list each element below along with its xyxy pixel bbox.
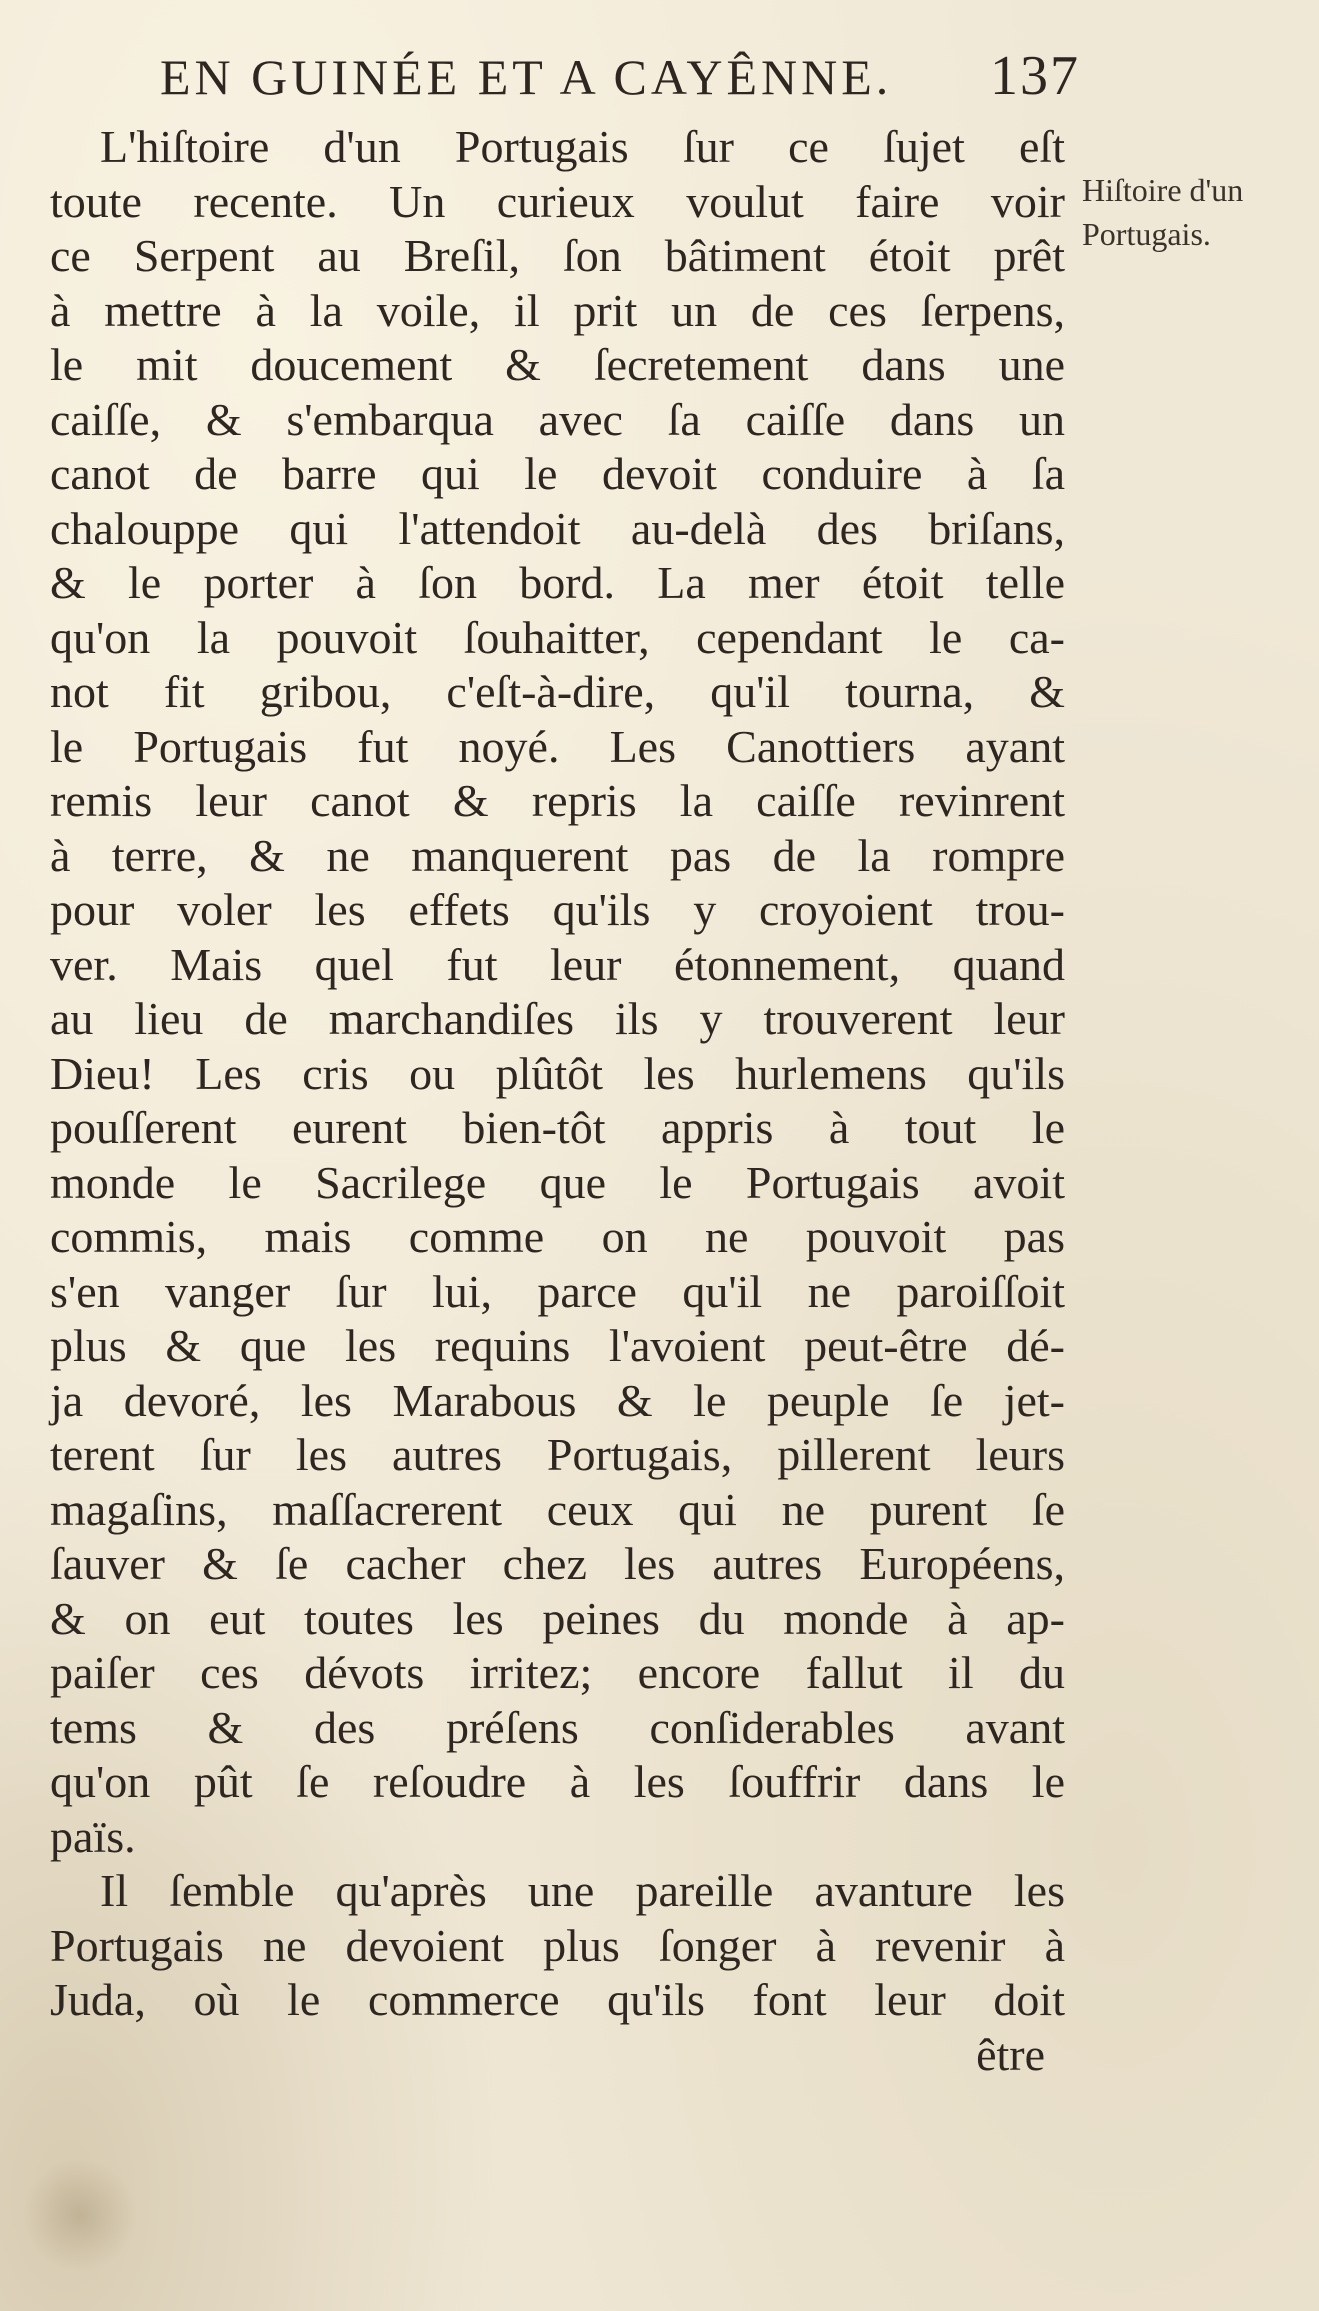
text-line: remis leur canot & repris la caiſſe revinrent xyxy=(50,775,1065,826)
text-line: paiſer ces dévots irritez; encore fallut il du xyxy=(50,1647,1065,1698)
text-line: commis, mais comme on ne pouvoit pas xyxy=(50,1211,1065,1262)
text-line: ce Serpent au Breſil, ſon bâtiment étoit prêt xyxy=(50,230,1065,281)
text-line: à mettre à la voile, il prit un de ces ſerpens, xyxy=(50,284,1065,336)
text-line: qu'on pût ſe reſoudre à les ſouffrir dans le xyxy=(50,1756,1065,1807)
text-line: le Portugais fut noyé. Les Canottiers ayant xyxy=(50,720,1065,772)
page-number: 137 xyxy=(990,45,1080,107)
text-line: not fit gribou, c'eſt-à-dire, qu'il tourna, & xyxy=(50,666,1065,717)
running-head xyxy=(160,40,1080,110)
text-line: qu'on la pouvoit ſouhaitter, cependant le ca- xyxy=(50,611,1065,663)
text-line: toute recente. Un curieux voulut faire voir xyxy=(50,175,1065,227)
text-line: pour voler les effets qu'ils y croyoient trou- xyxy=(50,884,1065,935)
text-line: magaſins, maſſacrerent ceux qui ne purent ſe xyxy=(50,1483,1065,1535)
text-line: Il ſemble qu'après une pareille avanture les xyxy=(100,1865,1065,1916)
text-line: plus & que les requins l'avoient peut-être dé- xyxy=(50,1320,1065,1371)
text-line: terent ſur les autres Portugais, pillerent leurs xyxy=(50,1429,1065,1480)
text-line: tems & des préſens conſiderables avant xyxy=(50,1701,1065,1753)
margin-note-line: Hiſtoire d'un xyxy=(1082,172,1244,208)
text-line: L'hiſtoire d'un Portugais ſur ce ſujet eſt xyxy=(100,121,1065,172)
text-line: Portugais ne devoient plus ſonger à revenir à xyxy=(50,1919,1065,1971)
text-line: pouſſerent eurent bien-tôt appris à tout le xyxy=(50,1102,1065,1153)
text-line: païs. xyxy=(50,1810,136,1862)
margin-note xyxy=(1082,168,1317,256)
margin-note-line: Portugais. xyxy=(1082,216,1211,252)
text-line: chalouppe qui l'attendoit au-delà des briſans, xyxy=(50,502,1065,554)
paper-stain xyxy=(20,2160,140,2270)
text-line: à terre, & ne manquerent pas de la rompre xyxy=(50,829,1065,881)
text-line: ja devoré, les Marabous & le peuple ſe jet- xyxy=(50,1374,1065,1426)
body-text xyxy=(50,120,1065,2082)
catchword: être xyxy=(976,2028,1045,2080)
text-line: ver. Mais quel fut leur étonnement, quand xyxy=(50,938,1065,990)
text-line: & on eut toutes les peines du monde à ap- xyxy=(50,1592,1065,1644)
text-line: au lieu de marchandiſes ils y trouverent leur xyxy=(50,993,1065,1044)
text-line: canot de barre qui le devoit conduire à ſa xyxy=(50,448,1065,499)
running-title: EN GUINÉE ET A CAYÊNNE. xyxy=(160,49,893,105)
text-line: caiſſe, & s'embarqua avec ſa caiſſe dans un xyxy=(50,393,1065,445)
text-line: monde le Sacrilege que le Portugais avoit xyxy=(50,1156,1065,1208)
text-line: s'en vanger ſur lui, parce qu'il ne paroiſſoit xyxy=(50,1265,1065,1317)
text-line: Juda, où le commerce qu'ils font leur doit xyxy=(50,1974,1065,2025)
text-line: Dieu! Les cris ou plûtôt les hurlemens qu'ils xyxy=(50,1047,1065,1099)
text-line: le mit doucement & ſecretement dans une xyxy=(50,339,1065,390)
text-line: & le porter à ſon bord. La mer étoit telle xyxy=(50,557,1065,608)
text-line: ſauver & ſe cacher chez les autres Européens, xyxy=(50,1538,1065,1589)
